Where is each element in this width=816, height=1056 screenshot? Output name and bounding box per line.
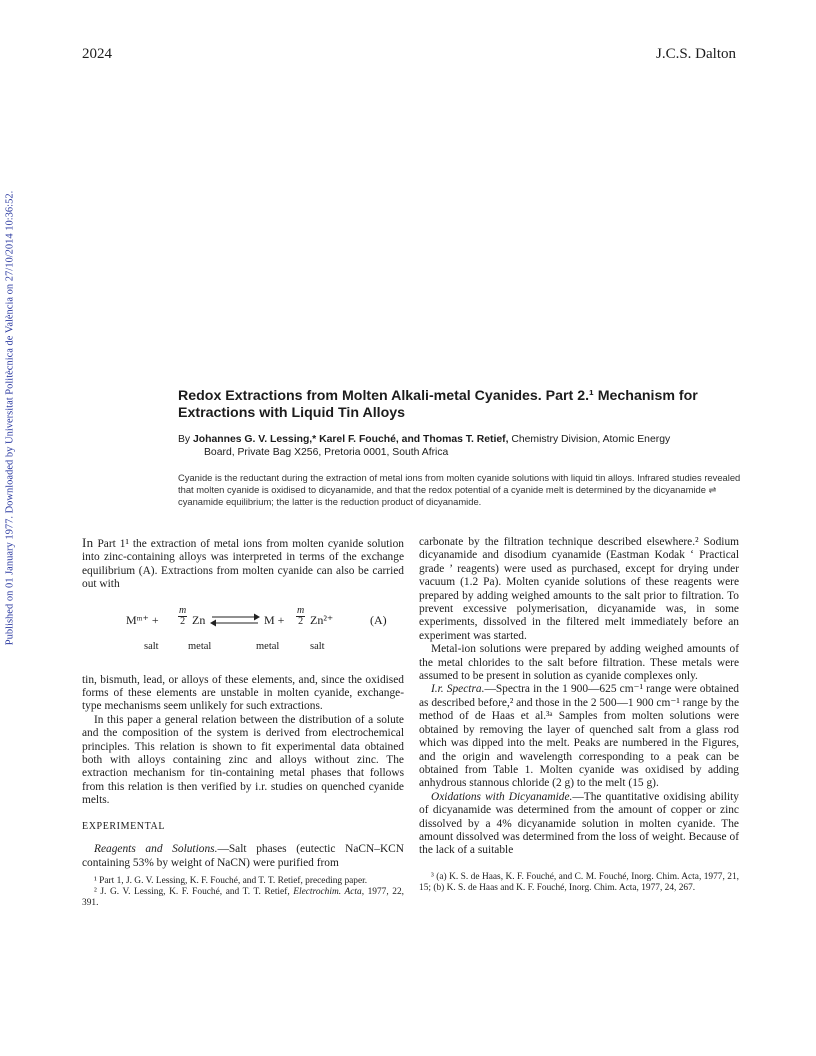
eq-lhs-ion: Mᵐ⁺ + [126, 612, 159, 627]
author-names: Johannes G. V. Lessing,* Karel F. Fouché, and Thomas T. Retief, [193, 434, 509, 445]
intro-text: Part 1¹ the extraction of metal ions from molten cyanide solution into zinc-containing alloys was interpreted in terms of the exchange equilibrium (A). Extractions from molten cyanide can also be carried out with [82, 538, 404, 591]
oxidations-subheading: Oxidations with Dicyanamide. [431, 790, 573, 803]
oxidations-text: —The quantitative oxidising ability of dicyanamide was determined from the amount of copper or zinc dissolved by a 4% dicyanamide solution in molten cyanide. The amount dissolved was determined from the loss of weight. Because of the lack of a suitable [419, 790, 739, 857]
authors-by: By [178, 434, 191, 445]
footnote-2 [82, 887, 404, 909]
footnote-2-start: ² J. G. V. Lessing, K. F. Fouché, and T. T. Retief, [94, 886, 290, 897]
article-title: Redox Extractions from Molten Alkali-metal Cyanides. Part 2.¹ Mechanism for Extractions with Liquid Tin Alloys [178, 388, 698, 421]
footnote-2-journal: Electrochim. Acta [293, 886, 362, 897]
footnote-2-end: , 1977, 22, 391. [82, 886, 405, 908]
eq-under-metal-2: metal [256, 640, 280, 652]
eq-under-metal-1: metal [188, 640, 212, 652]
footnote-3: ³ (a) K. S. de Haas, K. F. Fouché, and C. M. Fouché, Inorg. Chim. Acta, 1977, 21, 15; (b) K. S. de Haas and K. F. Fouché, Inorg. Chim. Acta, 1977, 24, 267. [419, 871, 739, 893]
intro-continuation: tin, bismuth, lead, or alloys of these elements, and, since the oxidised forms of these elements are unstable in molten cyanide, exchange-type mechanisms seem unlikely for such extractions. [82, 673, 404, 713]
equation-A [82, 600, 404, 670]
eq-fraction-left [178, 606, 187, 627]
paragraph-general-relation: In this paper a general relation between the distribution of a solute and the composition of the system is derived from electrochemical principles. This relation is shown to fit experimental data obtained both with alloys containing zinc and alloys without zinc. The extraction mechanism for tin-containing metal phases that follows from this relation is then verified by i.r. studies on quenched cyanide melts. [82, 713, 404, 807]
eq-frac-num-right: m [297, 604, 305, 616]
footnotes-right [419, 872, 739, 894]
eq-frac-den-left: 2 [180, 615, 186, 627]
eq-frac-num-left: m [179, 604, 187, 616]
ir-text: —Spectra in the 1 900—625 cm⁻¹ range were obtained as described before,² and those in the 2 500—1 900 cm⁻¹ range by the method of de Haas et al.³ᵃ Samples from molten solutions were obtained by removing the layer of quenched salt from a glass rod which was dipped into the melt. Peaks are numbered in the Figures, and the origin and wavelength corresponding to a peak can be obtained from Table 1. Molten cyanide was oxidised by adding anhydrous stannous chloride (2 g) to the melt (15 g). [419, 683, 739, 790]
eq-lhs-metal: Zn [192, 612, 206, 627]
paragraph-ir-spectra [419, 683, 739, 790]
paragraph-metal-ion: Metal-ion solutions were prepared by adding weighed amounts of the metal chlorides to the salt before filtration. These metals were assumed to be present in solution as cyanide complexes only. [419, 643, 739, 683]
footnotes-left [82, 876, 404, 909]
eq-under-salt-1: salt [144, 640, 159, 652]
page-number: 2024 [82, 46, 112, 62]
eq-fraction-right [296, 606, 305, 627]
eq-under-salt-2: salt [310, 640, 325, 652]
right-column [419, 536, 739, 894]
reagents-subheading: Reagents and Solutions. [94, 843, 218, 856]
footnote-1: ¹ Part 1, J. G. V. Lessing, K. F. Fouché, and T. T. Retief, preceding paper. [94, 875, 368, 886]
intro-small-caps: In [82, 535, 94, 550]
author-block [178, 433, 744, 459]
left-column [82, 536, 404, 909]
affiliation-line-2: Board, Private Bag X256, Pretoria 0001, South Africa [204, 447, 449, 458]
paragraph-reagents [82, 843, 404, 870]
side-note-text: Published on 01 January 1977. Downloaded by Universitat Politècnica de València on 27/10/2014 10:36:52. [4, 190, 16, 646]
eq-rhs-metal: M + [264, 612, 285, 627]
intro-paragraph [82, 536, 404, 592]
side-download-note [3, 183, 17, 653]
paragraph-carbonate: carbonate by the filtration technique described elsewhere.² Sodium dicyanamide and disodium cyanamide (Eastman Kodak ‘ Practical grade ’ reagents) were used as purchased, except for drying under vacuum (1.2 Pa). Molten cyanide solutions of these reagents were prepared by adding weighed amounts to the salt prior to filtration. To prevent excessive polymerisation, dicyanamide was, in some experiments, dissolved in the filtered melt immediately before an experiment was started. [419, 536, 739, 642]
journal-name: J.C.S. Dalton [655, 46, 736, 62]
eq-label: (A) [370, 612, 387, 627]
affiliation-line-1: Chemistry Division, Atomic Energy [511, 434, 671, 445]
section-heading-experimental: EXPERIMENTAL [82, 820, 166, 832]
eq-frac-den-right: 2 [298, 615, 304, 627]
abstract: Cyanide is the reductant during the extraction of metal ions from molten cyanide solutions with liquid tin alloys. Infrared studies revealed that molten cyanide is oxidised to dicyanamide, and that the redox potential of a cyanide melt is determined by the dicyanamide ⇌ cyanamide equilibrium; the latter is the reduction product of dicyanamide. [178, 472, 741, 507]
reagents-text: —Salt phases (eutectic NaCN–KCN containing 53% by weight of NaCN) were purified from [82, 843, 404, 869]
paragraph-oxidations [419, 791, 739, 858]
ir-subheading: I.r. Spectra. [431, 683, 485, 696]
equilibrium-arrow-icon [210, 612, 260, 628]
eq-rhs-ion: Zn²⁺ [310, 612, 334, 627]
